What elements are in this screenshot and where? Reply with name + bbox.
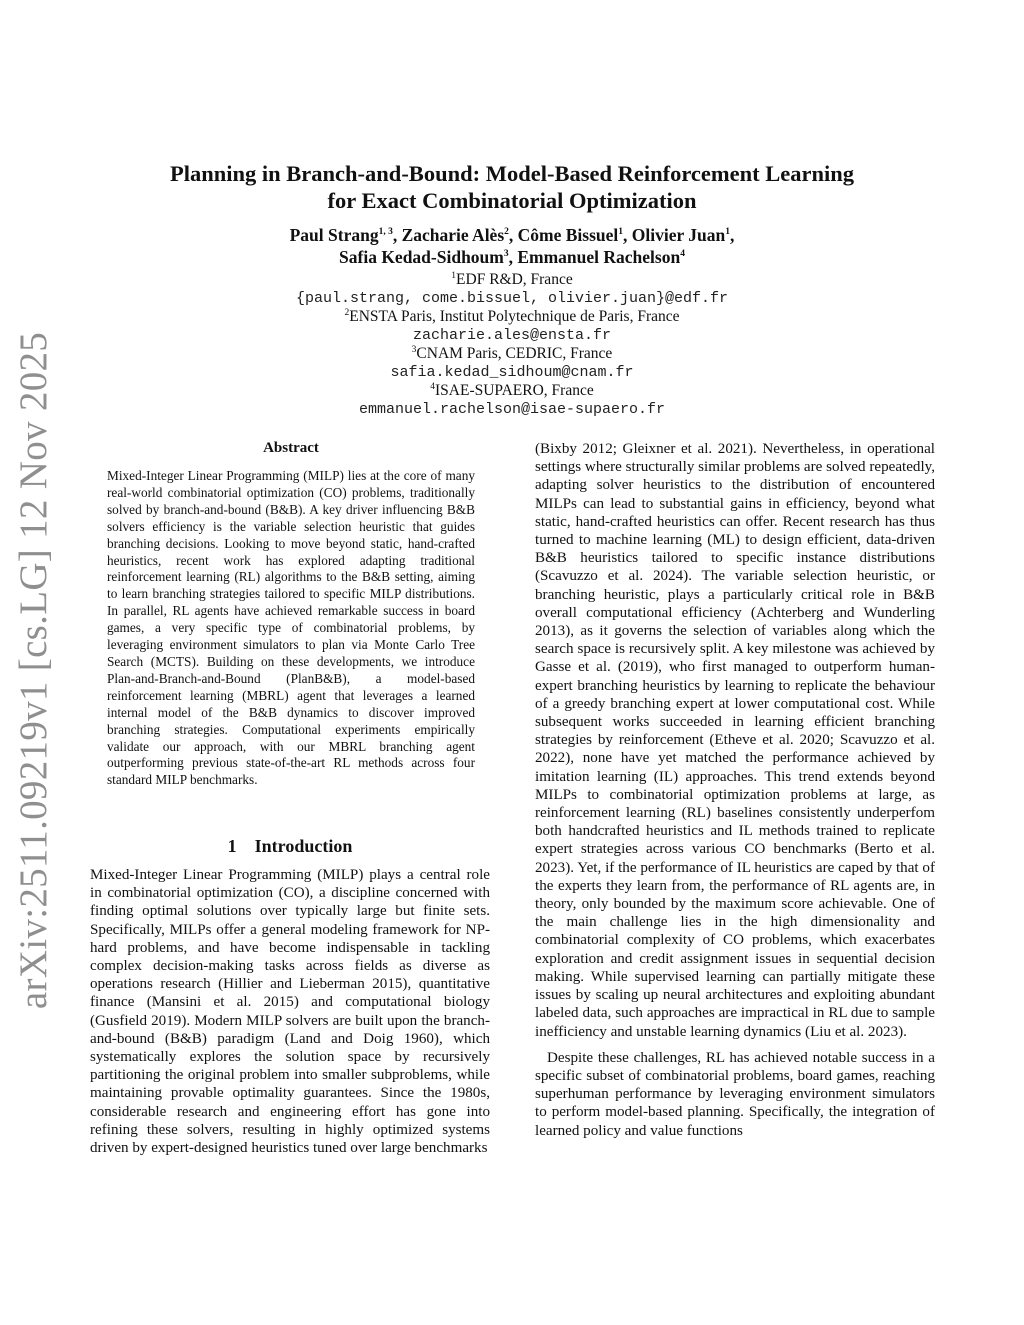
arxiv-id: arXiv:2511.09219v1 [cs.LG] 12 Nov 2025: [12, 331, 56, 1009]
intro-paragraph: Despite these challenges, RL has achieved notable success in a specific subset of combinatorial problems, board games, reaching superhuman performance by leveraging environment simulators to perform model-based planning. Specifically, the integration of learned policy and value functions: [535, 1049, 935, 1139]
intro-left-column: [90, 866, 490, 1157]
affiliation: $^4$ISAE-SUPAERO, France: [430, 381, 594, 399]
paper-title: [90, 160, 934, 214]
title-line-1: Planning in Branch-and-Bound: Model-Based Reinforcement Learning: [169, 161, 855, 186]
author-affil-mark: 1: [725, 227, 731, 238]
affiliation-email[interactable]: zacharie.ales@ensta.fr: [412, 326, 612, 344]
affiliation: $^1$EDF R&D, France: [451, 270, 573, 288]
affiliation-name: EDF R&D, France: [456, 271, 573, 288]
abstract-heading: Abstract: [263, 440, 319, 456]
author-name: Côme Bissuel: [517, 225, 619, 245]
author-affil-mark: 2: [504, 227, 509, 238]
intro-right-column: [535, 440, 935, 1140]
section-heading: [90, 836, 490, 857]
intro-paragraph: Mixed-Integer Linear Programming (MILP) plays a central role in combinatorial optimization (CO), a discipline concerned with finding optimal solutions over typically large but finite sets. Specifically, MILPs offer a general modeling framework for NP-hard problems, and have become indispensable in tackling complex decision-making tasks across fields as diverse as operations research (Hillier and Lieberman 2015), quantitative finance (Mansini et al. 2015) and computational biology (Gusfield 2019). Modern MILP solvers are built upon the branch-and-bound (B&B) paradigm (Land and Doig 1960), which systematically explores the solution space by recursively partitioning the original problem into smaller subproblems, while maintaining provable optimality guarantees. Since the 1980s, considerable research and engineering effort has gone into refining these solvers, resulting in highly optimized systems driven by expert-designed heuristics tuned over large benchmarks: [90, 867, 490, 1157]
affiliation-email[interactable]: emmanuel.rachelson@isae-supaero.fr: [358, 400, 666, 418]
arxiv-watermark: [6, 331, 62, 1009]
author-affil-mark: 1: [618, 227, 624, 238]
author-name: Emmanuel Rachelson: [517, 247, 681, 267]
author-line-2: Safia Kedad-Sidhoum$^3$, Emmanuel Rachelson$^4$: [339, 247, 685, 267]
author-name: Zacharie Alès: [401, 225, 505, 245]
affiliation-email[interactable]: {paul.strang, come.bissuel, olivier.juan}@edf.fr: [295, 289, 729, 307]
author-name: Olivier Juan: [631, 225, 726, 245]
intro-paragraph: (Bixby 2012; Gleixner et al. 2021). Nevertheless, in operational settings where structurally similar problems are solved repeatedly, adapting solver heuristics to the distribution of encountered MILPs can lead to substantial gains in efficiency, beyond what static, hand-crafted heuristics can offer. Recent research has thus turned to machine learning (ML) to design efficient, data-driven B&B heuristics tailored to specific instance distributions (Scavuzzo et al. 2024). The variable selection heuristic, or branching heuristic, plays a particularly critical role in B&B overall computational efficiency (Achterberg and Wunderling 2013), as it governs the selection of variables along which the search space is recursively split. A key milestone was achieved by Gasse et al. (2019), who first managed to outperform human-expert branching heuristics by learning to replicate the behaviour of a greedy branching expert at lower computational cost. While subsequent works succeeded in learning efficient branching strategies by reinforcement (Etheve et al. 2020; Scavuzzo et al. 2022), none have yet matched the performance achieved by imitation learning (IL) approaches. This trend extends beyond MILPs to combinatorial optimization problems at large, as reinforcement learning (RL) baselines consistently underperfom both handcrafted heuristics and IL methods trained to replicate expert strategies across various CO benchmarks (Berto et al. 2023). Yet, if the performance of IL heuristics are caped by that of the experts they learn from, the performance of RL agents are, in theory, only bounded by the maximum score achievable. One of the main challenge lies in the high dimensionality and combinatorial complexity of CO problems, which exacerbates exploration and credit assignment issues in sequential decision making. While supervised learning can partially mitigate these issues by scaling up neural architectures and exploiting abundant labeled data, such approaches are impractical in RL due to sample inefficiency and unstable learning dynamics (Liu et al. 2023).: [535, 441, 935, 1040]
author-affil-mark: 3: [503, 249, 509, 260]
affiliation: $^3$CNAM Paris, CEDRIC, France: [411, 344, 613, 362]
section-title: Introduction: [254, 836, 353, 856]
author-line-1: Paul Strang$^{1, 3}$, Zacharie Alès$^2$, Côme Bissuel$^1$, Olivier Juan$^1$,: [289, 225, 735, 245]
affiliation-name: ISAE-SUPAERO, France: [435, 382, 594, 399]
affiliation-name: ENSTA Paris, Institut Polytechnique de Paris, France: [349, 308, 680, 325]
author-affil-mark: 1, 3: [378, 227, 393, 238]
author-name: Paul Strang: [289, 225, 379, 245]
paper-header: [90, 160, 934, 419]
affiliation-name: CNAM Paris, CEDRIC, France: [416, 345, 613, 362]
title-line-2: for Exact Combinatorial Optimization: [327, 188, 697, 213]
abstract-text: Mixed-Integer Linear Programming (MILP) lies at the core of many real-world combinatorial optimization (CO) problems, traditionally solved by branch-and-bound (B&B). A key driver influencing B&B solvers efficiency is the variable selection heuristic that guides branching decisions. Looking to move beyond static, hand-crafted heuristics, recent work has explored adapting traditional reinforcement learning (RL) algorithms to the B&B setting, aiming to learn branching strategies tailored to specific MILP distributions. In parallel, RL agents have achieved remarkable success in board games, a very specific type of combinatorial problems, by leveraging environment simulators to plan via Monte Carlo Tree Search (MCTS). Building on these developments, we introduce Plan-and-Branch-and-Bound (PlanB&B), a model-based reinforcement learning (MBRL) agent that leverages a learned internal model of the B&B dynamics to discover improved branching strategies. Computational experiments empirically validate our approach, with our MBRL branching agent outperforming previous state-of-the-art RL methods across four standard MILP benchmarks.: [107, 468, 475, 788]
affiliation: $^2$ENSTA Paris, Institut Polytechnique de Paris, France: [344, 307, 680, 325]
affiliation-email[interactable]: safia.kedad_sidhoum@cnam.fr: [390, 363, 634, 381]
author-name: Safia Kedad-Sidhoum: [339, 247, 504, 267]
author-list: [90, 224, 934, 268]
author-affil-mark: 4: [680, 249, 685, 260]
section-number: 1: [227, 836, 237, 856]
abstract: [107, 440, 475, 789]
